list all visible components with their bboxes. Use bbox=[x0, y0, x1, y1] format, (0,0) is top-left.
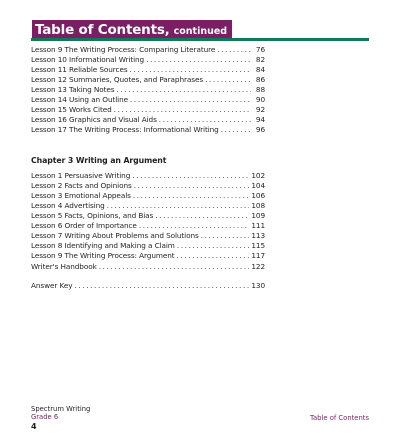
toc-header bbox=[32, 20, 232, 39]
footer-section: Table of Contents bbox=[309, 414, 369, 422]
toc-entry-page: 108 bbox=[251, 201, 265, 210]
toc-entry-label: Lesson 8 Identifying and Making a Claim bbox=[31, 241, 175, 250]
dot-leader bbox=[133, 191, 250, 201]
toc-entry-page: 113 bbox=[251, 231, 265, 240]
header-rule bbox=[31, 38, 369, 41]
toc-entry-page: 90 bbox=[255, 95, 265, 104]
toc-entry bbox=[31, 55, 265, 65]
toc-entry bbox=[31, 125, 265, 135]
toc-entry bbox=[31, 171, 265, 181]
dot-leader bbox=[146, 55, 251, 65]
toc-entry-page: 130 bbox=[251, 281, 265, 290]
toc-entry bbox=[31, 241, 265, 251]
toc-title: Table of Contents, bbox=[35, 21, 170, 38]
toc-entry-page: 76 bbox=[255, 45, 265, 54]
toc-entry-page: 82 bbox=[255, 55, 265, 64]
toc-entry-page: 115 bbox=[251, 241, 265, 250]
toc-entry-page: 109 bbox=[251, 211, 265, 220]
dot-leader bbox=[159, 115, 251, 125]
toc-entry bbox=[31, 191, 265, 201]
footer-book-title: Spectrum Writing bbox=[31, 405, 91, 413]
toc-entry bbox=[31, 281, 265, 291]
dot-leader bbox=[99, 262, 250, 272]
dot-leader bbox=[114, 105, 251, 115]
toc-entry bbox=[31, 221, 265, 231]
toc-entry bbox=[31, 45, 265, 55]
toc-entry-label: Answer Key bbox=[31, 281, 73, 290]
footer-grade: Grade 6 bbox=[31, 413, 59, 421]
toc-entry bbox=[31, 65, 265, 75]
toc-list-answer-key bbox=[31, 281, 265, 291]
toc-entry-page: 122 bbox=[251, 262, 265, 271]
toc-entry bbox=[31, 231, 265, 241]
toc-entry bbox=[31, 105, 265, 115]
toc-entry-page: 92 bbox=[255, 105, 265, 114]
toc-entry bbox=[31, 85, 265, 95]
page-number: 4 bbox=[31, 422, 37, 431]
toc-entry-page: 111 bbox=[251, 221, 265, 230]
toc-entry bbox=[31, 95, 265, 105]
dot-leader bbox=[107, 201, 250, 211]
dot-leader bbox=[74, 281, 249, 291]
footer-book-info bbox=[31, 405, 90, 431]
toc-entry bbox=[31, 262, 265, 272]
dot-leader bbox=[116, 85, 251, 95]
toc-entry-label: Lesson 16 Graphics and Visual Aids bbox=[31, 115, 157, 124]
toc-entry-label: Lesson 1 Persuasive Writing bbox=[31, 171, 131, 180]
toc-entry-label: Lesson 4 Advertising bbox=[31, 201, 105, 210]
toc-entry-label: Lesson 10 Informational Writing bbox=[31, 55, 145, 64]
toc-entry-page: 102 bbox=[251, 171, 265, 180]
dot-leader bbox=[139, 221, 250, 231]
toc-entry bbox=[31, 211, 265, 221]
toc-entry-label: Lesson 12 Summaries, Quotes, and Paraphrases bbox=[31, 75, 204, 84]
toc-entry-label: Lesson 11 Reliable Sources bbox=[31, 65, 128, 74]
toc-list-chapter-3 bbox=[31, 171, 265, 261]
toc-entry-page: 88 bbox=[255, 85, 265, 94]
toc-list-chapter-2-continued bbox=[31, 45, 265, 135]
toc-list-handbook bbox=[31, 262, 265, 272]
toc-entry-label: Lesson 2 Facts and Opinions bbox=[31, 181, 132, 190]
dot-leader bbox=[177, 251, 250, 261]
toc-entry-page: 117 bbox=[251, 251, 265, 260]
toc-entry bbox=[31, 181, 265, 191]
toc-entry-page: 94 bbox=[255, 115, 265, 124]
dot-leader bbox=[217, 45, 251, 55]
dot-leader bbox=[221, 125, 251, 135]
toc-entry-label: Writer's Handbook bbox=[31, 262, 97, 271]
dot-leader bbox=[132, 171, 249, 181]
toc-entry-label: Lesson 3 Emotional Appeals bbox=[31, 191, 131, 200]
toc-entry-page: 86 bbox=[255, 75, 265, 84]
dot-leader bbox=[155, 211, 249, 221]
toc-entry bbox=[31, 115, 265, 125]
toc-entry-label: Lesson 7 Writing About Problems and Solutions bbox=[31, 231, 199, 240]
toc-entry-page: 106 bbox=[251, 191, 265, 200]
dot-leader bbox=[201, 231, 250, 241]
toc-entry-label: Lesson 13 Taking Notes bbox=[31, 85, 115, 94]
toc-entry-label: Lesson 9 The Writing Process: Argument bbox=[31, 251, 175, 260]
toc-entry-label: Lesson 9 The Writing Process: Comparing Literature bbox=[31, 45, 216, 54]
toc-entry-page: 96 bbox=[255, 125, 265, 134]
dot-leader bbox=[130, 65, 251, 75]
toc-entry-page: 104 bbox=[251, 181, 265, 190]
toc-entry bbox=[31, 75, 265, 85]
dot-leader bbox=[205, 75, 251, 85]
toc-entry-label: Lesson 15 Works Cited bbox=[31, 105, 112, 114]
toc-subtitle: continued bbox=[173, 25, 228, 37]
toc-entry-label: Lesson 17 The Writing Process: Informational Writing bbox=[31, 125, 219, 134]
dot-leader bbox=[130, 95, 251, 105]
toc-entry-page: 84 bbox=[255, 65, 265, 74]
toc-entry bbox=[31, 201, 265, 211]
toc-entry-label: Lesson 5 Facts, Opinions, and Bias bbox=[31, 211, 154, 220]
chapter-heading: Chapter 3 Writing an Argument bbox=[31, 156, 167, 165]
toc-entry-label: Lesson 14 Using an Outline bbox=[31, 95, 129, 104]
toc-entry-label: Lesson 6 Order of Importance bbox=[31, 221, 137, 230]
toc-entry bbox=[31, 251, 265, 261]
dot-leader bbox=[134, 181, 250, 191]
dot-leader bbox=[177, 241, 250, 251]
